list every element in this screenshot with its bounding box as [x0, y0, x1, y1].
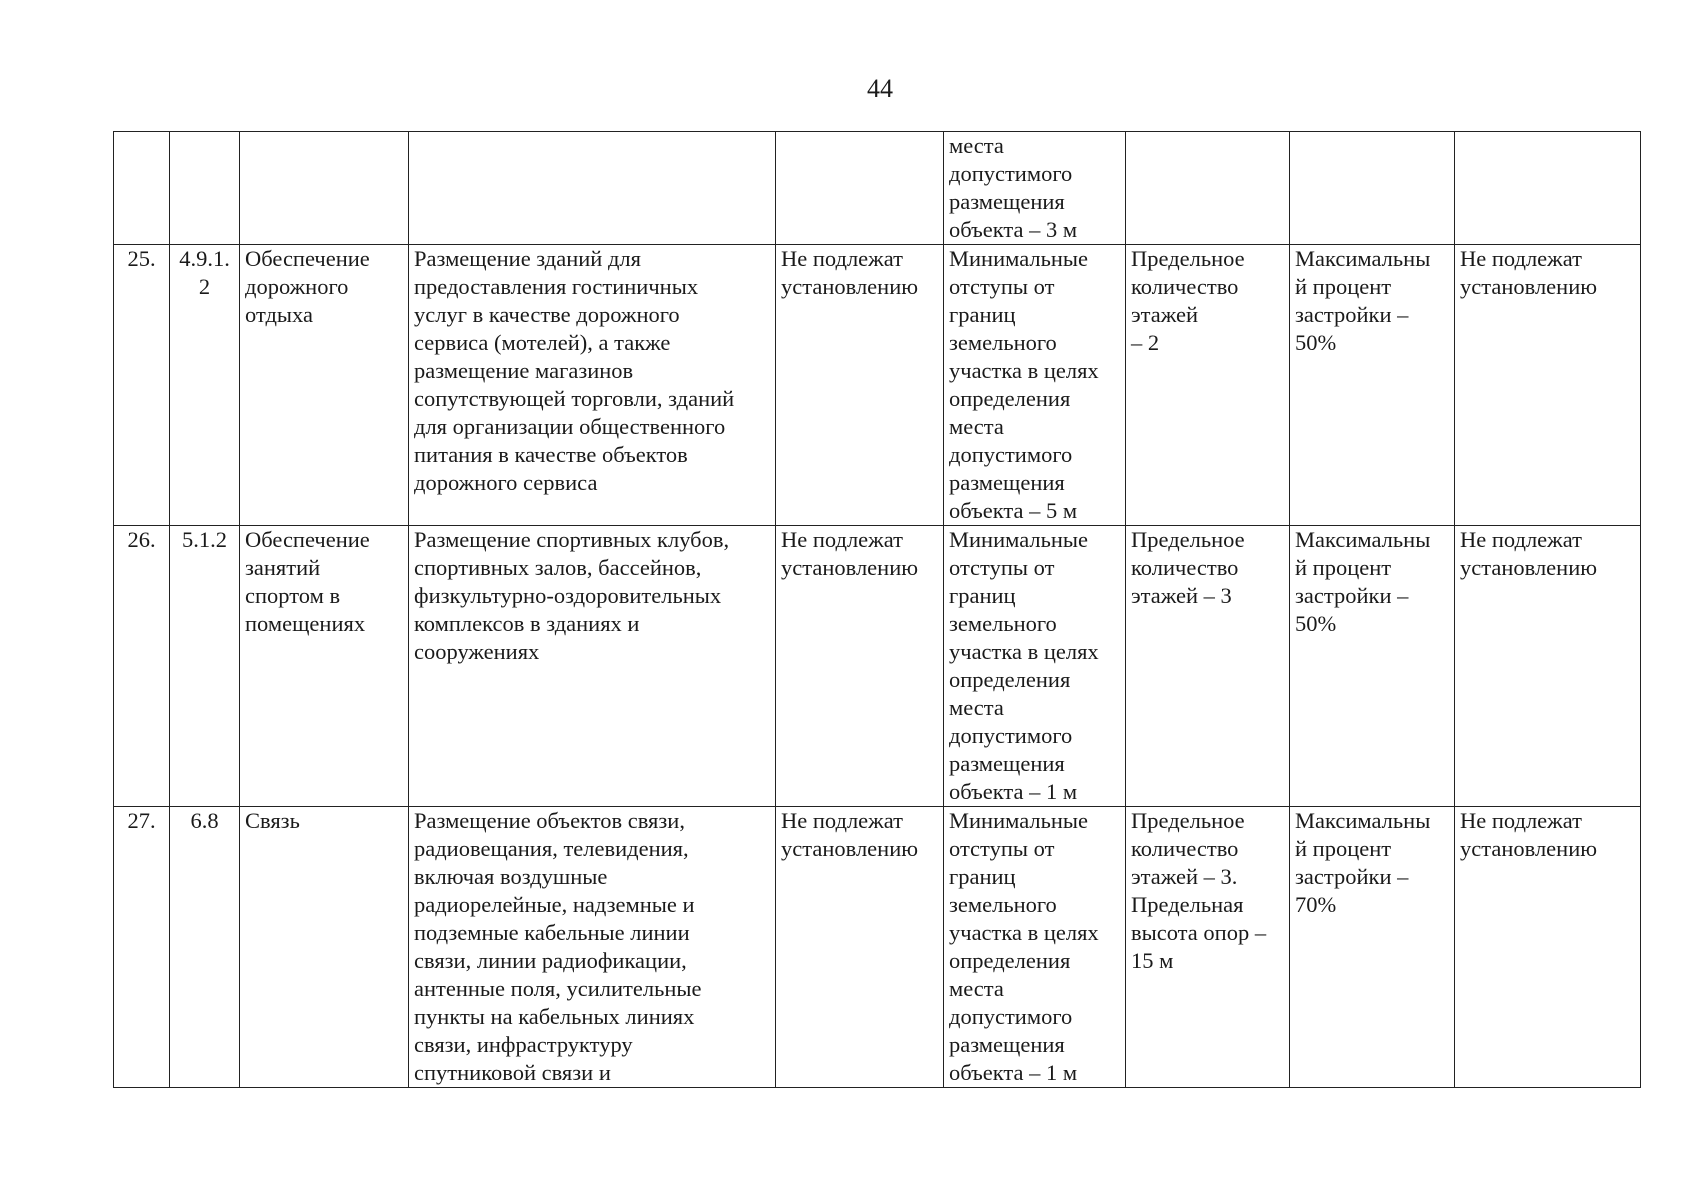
use-code: 6.8	[190, 808, 219, 833]
cell-indent	[944, 526, 1126, 807]
cell-name	[240, 807, 409, 1088]
cell-other	[1455, 132, 1641, 245]
table-row-continuation	[114, 132, 1641, 245]
cell-other	[1455, 807, 1641, 1088]
use-description: Размещение спортивных клубов, спортивных залов, бассейнов, физкультурно-оздоровительных комплексов в зданиях и сооружениях	[414, 527, 730, 664]
cell-description	[409, 245, 776, 526]
use-code: 4.9.1. 2	[179, 246, 230, 299]
other-text: Не подлежат установлению	[1460, 527, 1598, 580]
indent-text: Минимальные отступы от границ земельного участка в целях определения места допустимого размещения объекта – 5 м	[949, 246, 1099, 523]
floors-text: Предельное количество этажей – 3. Предельная высота опор – 15 м	[1131, 808, 1267, 973]
indent-text: места допустимого размещения объекта – 3 м	[949, 133, 1078, 242]
cell-description	[409, 526, 776, 807]
use-description: Размещение зданий для предоставления гостиничных услуг в качестве дорожного сервиса (мотелей), а также размещение магазинов сопутствующей торговли, зданий для организации общественного питания в качестве объектов дорожного сервиса	[414, 246, 735, 495]
cell-num	[114, 245, 170, 526]
indent-text: Минимальные отступы от границ земельного участка в целях определения места допустимого размещения объекта – 1 м	[949, 527, 1099, 804]
coverage-text: Максимальны й процент застройки – 70%	[1295, 808, 1431, 917]
row-number: 25.	[127, 246, 156, 271]
cell-name	[240, 526, 409, 807]
coverage-text: Максимальны й процент застройки – 50%	[1295, 527, 1431, 636]
cell-indent	[944, 245, 1126, 526]
cell-floors	[1126, 245, 1290, 526]
cell-num	[114, 132, 170, 245]
row-number: 26.	[127, 527, 156, 552]
cell-floors	[1126, 807, 1290, 1088]
cell-plot-size	[776, 526, 944, 807]
table-row	[114, 526, 1641, 807]
land-use-regulations-table	[113, 131, 1641, 1088]
floors-text: Предельное количество этажей – 2	[1131, 246, 1245, 355]
use-code: 5.1.2	[182, 527, 227, 552]
page-number: 44	[867, 74, 893, 103]
use-name: Обеспечение занятий спортом в помещениях	[245, 527, 370, 636]
cell-other	[1455, 526, 1641, 807]
cell-coverage	[1290, 807, 1455, 1088]
table-row	[114, 807, 1641, 1088]
cell-description	[409, 807, 776, 1088]
cell-indent	[944, 132, 1126, 245]
cell-floors	[1126, 526, 1290, 807]
cell-code	[170, 245, 240, 526]
cell-coverage	[1290, 132, 1455, 245]
cell-num	[114, 807, 170, 1088]
row-number: 27.	[127, 808, 156, 833]
other-text: Не подлежат установлению	[1460, 246, 1598, 299]
cell-plot-size	[776, 132, 944, 245]
cell-indent	[944, 807, 1126, 1088]
cell-plot-size	[776, 245, 944, 526]
cell-code	[170, 132, 240, 245]
cell-code	[170, 526, 240, 807]
use-name: Связь	[245, 808, 300, 833]
use-name: Обеспечение дорожного отдыха	[245, 246, 370, 327]
cell-num	[114, 526, 170, 807]
cell-coverage	[1290, 526, 1455, 807]
floors-text: Предельное количество этажей – 3	[1131, 527, 1245, 608]
plot-size-text: Не подлежат установлению	[781, 527, 919, 580]
other-text: Не подлежат установлению	[1460, 808, 1598, 861]
plot-size-text: Не подлежат установлению	[781, 808, 919, 861]
cell-plot-size	[776, 807, 944, 1088]
cell-coverage	[1290, 245, 1455, 526]
use-description: Размещение объектов связи, радиовещания, телевидения, включая воздушные радиорелейные, надземные и подземные кабельные линии связи, линии радиофикации, антенные поля, усилительные пункты на кабельных линиях связи, инфраструктуру спутниковой связи и	[414, 808, 702, 1085]
cell-code	[170, 807, 240, 1088]
cell-name	[240, 245, 409, 526]
coverage-text: Максимальны й процент застройки – 50%	[1295, 246, 1431, 355]
cell-description	[409, 132, 776, 245]
cell-other	[1455, 245, 1641, 526]
cell-name	[240, 132, 409, 245]
indent-text: Минимальные отступы от границ земельного участка в целях определения места допустимого размещения объекта – 1 м	[949, 808, 1099, 1085]
table-row	[114, 245, 1641, 526]
plot-size-text: Не подлежат установлению	[781, 246, 919, 299]
cell-floors	[1126, 132, 1290, 245]
